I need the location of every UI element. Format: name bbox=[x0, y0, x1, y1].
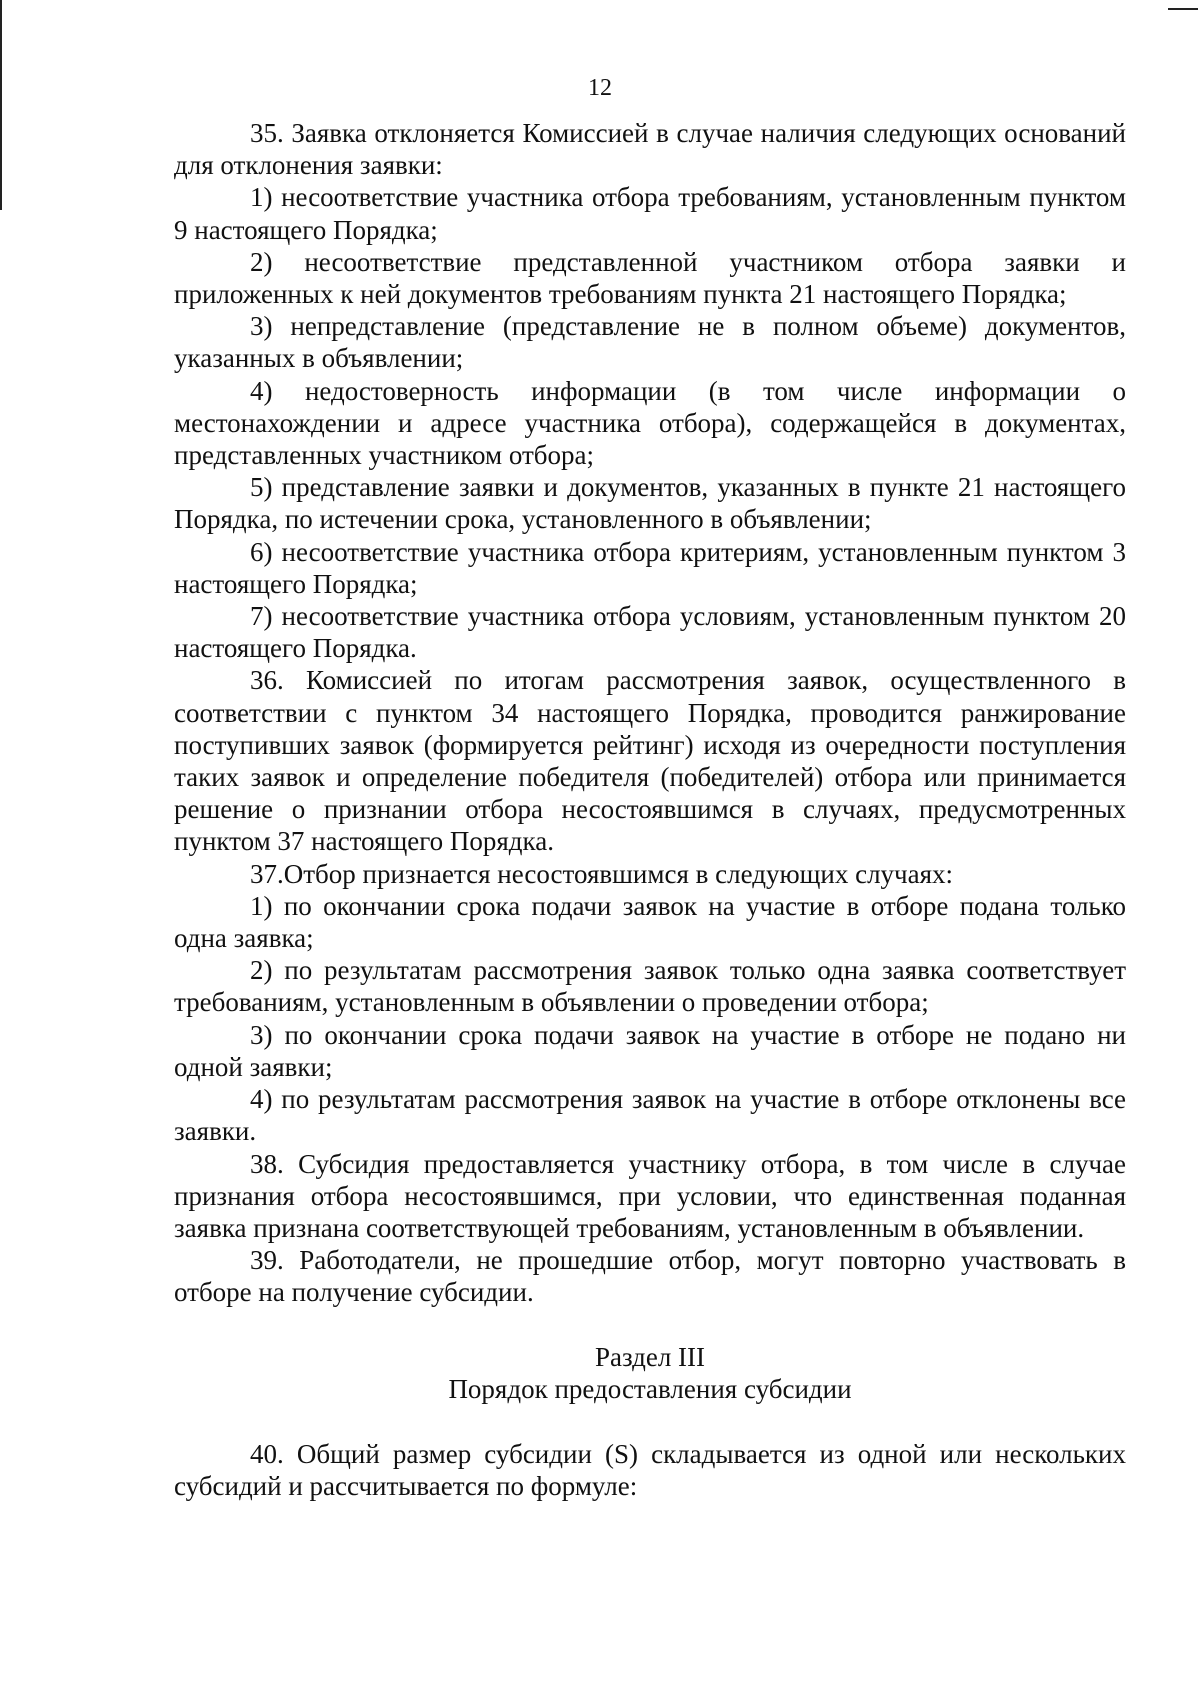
paragraph: 39. Работодатели, не прошедшие отбор, могут повторно участвовать в отборе на получение субсидии. bbox=[174, 1245, 1126, 1308]
list-item: 2) по результатам рассмотрения заявок только одна заявка соответствует требованиям, установленным в объявлении о проведении отбора; bbox=[174, 955, 1126, 1018]
list-item: 6) несоответствие участника отбора критериям, установленным пунктом 3 настоящего Порядка; bbox=[174, 536, 1126, 599]
scan-edge-mark bbox=[1168, 8, 1198, 10]
list-item: 4) недостоверность информации (в том числе информации о местонахождении и адресе участника отбора), содержащейся в документах, представленных участником отбора; bbox=[174, 375, 1126, 471]
paragraph: 40. Общий размер субсидии (S) складывается из одной или нескольких субсидий и рассчитывается по формуле: bbox=[174, 1438, 1126, 1502]
list-item: 1) по окончании срока подачи заявок на участие в отборе подана только одна заявка; bbox=[174, 890, 1126, 954]
paragraph: 36. Комиссией по итогам рассмотрения заявок, осуществленного в соответствии с пунктом 34 настоящего Порядка, проводится ранжирование поступивших заявок (формируется рейтинг) исходя из очередности поступления таких заявок и определение победителя (победителей) отбора или принимается решение о признании отбора несостоявшимся в случаях, предусмотренных пунктом 37 настоящего Порядка. bbox=[174, 665, 1126, 857]
list-item: 7) несоответствие участника отбора условиям, установленным пунктом 20 настоящего Порядка. bbox=[174, 601, 1126, 664]
document-body bbox=[174, 117, 1126, 1502]
paragraph: 35. Заявка отклоняется Комиссией в случае наличия следующих оснований для отклонения заявки: bbox=[174, 118, 1126, 181]
list-item: 4) по результатам рассмотрения заявок на участие в отборе отклонены все заявки. bbox=[174, 1084, 1126, 1147]
list-item: 3) по окончании срока подачи заявок на участие в отборе не подано ни одной заявки; bbox=[174, 1019, 1126, 1082]
paragraph: 37.Отбор признается несостоявшимся в следующих случаях: bbox=[250, 858, 954, 889]
section-title: Раздел III bbox=[594, 1341, 706, 1372]
list-item: 2) несоответствие представленной участником отбора заявки и приложенных к ней документов требованиям пункта 21 настоящего Порядка; bbox=[174, 246, 1126, 310]
page-number: 12 bbox=[588, 75, 612, 101]
list-item: 5) представление заявки и документов, указанных в пункте 21 настоящего Порядка, по истечении срока, установленного в объявлении; bbox=[174, 472, 1126, 535]
paragraph: 38. Субсидия предоставляется участнику отбора, в том числе в случае признания отбора несостоявшимся, при условии, что единственная поданная заявка признана соответствующей требованиям, установленным в объявлении. bbox=[174, 1148, 1126, 1243]
section-subtitle: Порядок предоставления субсидии bbox=[448, 1373, 852, 1404]
list-item: 1) несоответствие участника отбора требованиям, установленным пунктом 9 настоящего Порядка; bbox=[174, 182, 1126, 245]
scan-edge-mark bbox=[0, 0, 2, 210]
list-item: 3) непредставление (представление не в полном объеме) документов, указанных в объявлении; bbox=[174, 311, 1126, 374]
